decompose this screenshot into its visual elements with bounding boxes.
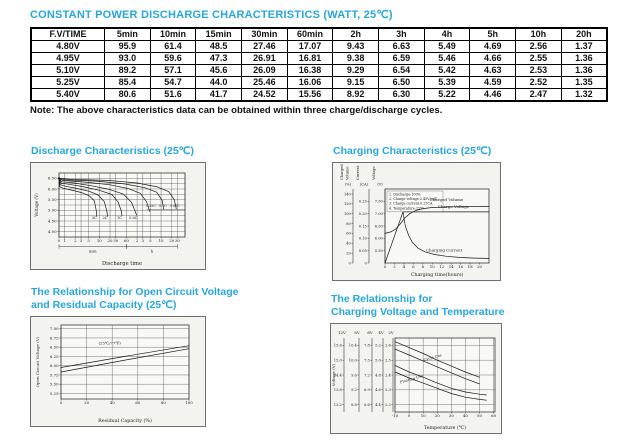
svg-text:10: 10: [96, 238, 102, 244]
svg-text:0: 0: [348, 261, 351, 266]
cell: 6.30: [379, 89, 425, 102]
svg-text:7.00: 7.00: [49, 326, 59, 332]
svg-text:Floating Use: Floating Use: [399, 373, 424, 385]
svg-text:2: 2: [393, 264, 396, 270]
cell: 51.6: [150, 89, 196, 102]
cell: 9.38: [333, 53, 379, 65]
charge-voltage-temp-chart-canvas: [331, 324, 501, 433]
cell: 41.7: [196, 89, 242, 102]
svg-text:7.50: 7.50: [374, 199, 383, 204]
svg-text:7.5: 7.5: [364, 358, 370, 363]
svg-text:10: 10: [429, 264, 435, 270]
power-table: [30, 27, 608, 102]
cell: 16.81: [287, 53, 333, 65]
svg-text:5.75: 5.75: [49, 372, 59, 378]
cell: 9.29: [333, 65, 379, 77]
svg-text:0.10: 0.10: [358, 236, 367, 241]
col-header: 3h: [379, 28, 425, 41]
table-row: [31, 77, 607, 89]
svg-text:14: 14: [448, 264, 454, 270]
svg-text:4.00: 4.00: [47, 229, 57, 235]
svg-text:(CA): (CA): [360, 182, 368, 187]
cell: 24.52: [242, 89, 288, 102]
svg-text:7.8: 7.8: [364, 343, 370, 348]
cell: 6.50: [379, 77, 425, 89]
svg-text:Charged Volume: Charged Volume: [429, 196, 464, 202]
cell: 5.42: [424, 65, 470, 77]
svg-text:0: 0: [407, 413, 411, 419]
svg-text:3. Charge current:0.25CA: 3. Charge current:0.25CA: [389, 201, 433, 206]
svg-text:6.75: 6.75: [49, 335, 59, 341]
svg-text:3C: 3C: [91, 215, 97, 220]
svg-text:10: 10: [420, 413, 426, 419]
svg-text:(25℃/77℉): (25℃/77℉): [98, 340, 121, 346]
svg-text:7.2: 7.2: [364, 373, 370, 378]
cell: 57.1: [150, 65, 196, 77]
svg-text:12: 12: [439, 264, 445, 270]
svg-text:20: 20: [477, 264, 483, 270]
svg-text:20: 20: [169, 238, 175, 244]
svg-text:50: 50: [477, 413, 482, 419]
cell: 5.39: [424, 77, 470, 89]
svg-text:15.6: 15.6: [333, 343, 342, 348]
col-header: 15min: [196, 28, 242, 41]
svg-text:2V: 2V: [388, 330, 394, 335]
power-table-body: [31, 41, 607, 102]
svg-text:60: 60: [491, 413, 497, 419]
table-row: [31, 65, 607, 77]
svg-text:40: 40: [462, 413, 468, 419]
svg-text:0: 0: [57, 238, 61, 244]
charging-chart-canvas: [333, 163, 500, 280]
svg-text:h: h: [150, 248, 154, 254]
svg-text:min: min: [88, 248, 97, 254]
cell: 54.7: [150, 77, 196, 89]
svg-text:2: 2: [74, 238, 77, 244]
svg-text:0.20: 0.20: [358, 211, 367, 216]
table-row: [31, 41, 607, 53]
svg-text:4.4: 4.4: [375, 402, 381, 407]
svg-text:2.3: 2.3: [385, 388, 391, 393]
discharge-chart-title: Discharge Characteristics (25℃): [31, 145, 194, 157]
svg-text:13.2: 13.2: [333, 402, 342, 407]
svg-text:8: 8: [421, 264, 425, 270]
svg-text:4.6: 4.6: [375, 388, 381, 393]
svg-text:6.00: 6.00: [47, 186, 57, 192]
svg-text:40: 40: [346, 241, 351, 246]
cell: 6.59: [379, 53, 425, 65]
cell: 61.4: [150, 41, 196, 53]
col-header: 10min: [150, 28, 196, 41]
svg-text:4.50: 4.50: [47, 218, 57, 224]
charge-voltage-temp-title-line2: Charging Voltage and Temperature: [331, 306, 505, 318]
cell: 4.63: [470, 65, 516, 77]
cell: 9.15: [333, 77, 379, 89]
cell: 80.6: [105, 89, 151, 102]
svg-text:6.6: 6.6: [364, 402, 370, 407]
svg-text:6.00: 6.00: [49, 363, 59, 369]
svg-text:5.50: 5.50: [49, 381, 59, 387]
svg-text:120: 120: [343, 202, 351, 207]
power-table-head: [31, 28, 607, 41]
svg-text:100: 100: [185, 400, 193, 406]
col-header: 60min: [287, 28, 333, 41]
cell: 4.69: [470, 41, 516, 53]
svg-text:20: 20: [434, 413, 440, 419]
svg-text:Cycle Use: Cycle Use: [423, 353, 443, 363]
svg-text:2.5: 2.5: [385, 358, 391, 363]
svg-text:0.25C: 0.25C: [146, 203, 156, 208]
cell: 48.5: [196, 41, 242, 53]
svg-text:5.0: 5.0: [375, 358, 381, 363]
page-title: CONSTANT POWER DISCHARGE CHARACTERISTICS (WATT, 25℃): [30, 9, 393, 21]
svg-text:10.0: 10.0: [348, 358, 357, 363]
cell: 5.49: [424, 41, 470, 53]
svg-text:1: 1: [63, 238, 66, 244]
col-header: 30min: [242, 28, 288, 41]
cell: 1.35: [561, 77, 607, 89]
svg-text:16: 16: [458, 264, 464, 270]
svg-text:0.6C: 0.6C: [129, 215, 138, 220]
cell: 2.53: [516, 65, 562, 77]
svg-text:0.1C: 0.1C: [159, 203, 167, 208]
svg-text:5.50: 5.50: [47, 197, 57, 203]
svg-text:2.4: 2.4: [385, 373, 391, 378]
cell: 5.22: [424, 89, 470, 102]
svg-text:0.15: 0.15: [358, 224, 367, 229]
svg-text:20: 20: [84, 400, 90, 406]
cell: 27.46: [242, 41, 288, 53]
svg-text:60: 60: [346, 231, 351, 236]
svg-text:6.9: 6.9: [364, 388, 370, 393]
cell: 5.46: [424, 53, 470, 65]
svg-text:4. Temperature:25℃: 4. Temperature:25℃: [389, 206, 424, 211]
svg-text:5.50: 5.50: [374, 248, 383, 253]
svg-text:10: 10: [158, 238, 164, 244]
svg-text:5.25: 5.25: [49, 390, 59, 396]
svg-text:2.6: 2.6: [385, 343, 391, 348]
table-note: Note: The above characteristics data can be obtained within three charge/discharge cycles.: [30, 105, 443, 116]
cell: 17.07: [287, 41, 333, 53]
svg-text:8.8: 8.8: [351, 402, 357, 407]
svg-text:2.2: 2.2: [385, 402, 391, 407]
cell: 26.91: [242, 53, 288, 65]
svg-text:Charged: Charged: [340, 164, 344, 180]
svg-text:4: 4: [402, 264, 406, 270]
svg-text:12V: 12V: [338, 330, 346, 335]
svg-text:Voltage (V): Voltage (V): [331, 363, 336, 387]
cell: 2.47: [516, 89, 562, 102]
discharge-chart-panel: [30, 162, 206, 270]
svg-text:80: 80: [346, 221, 351, 226]
svg-text:(%): (%): [344, 182, 352, 187]
svg-text:1C: 1C: [116, 215, 123, 220]
cell: 89.2: [105, 65, 151, 77]
row-header: 4.80V: [31, 41, 105, 53]
cell: 1.32: [561, 89, 607, 102]
svg-text:Temperature (℃): Temperature (℃): [423, 426, 467, 431]
svg-text:6.25: 6.25: [49, 353, 59, 359]
charging-chart-section: [332, 145, 501, 281]
row-header: 5.40V: [31, 89, 105, 102]
svg-text:20: 20: [107, 238, 113, 244]
svg-text:6.50: 6.50: [47, 175, 57, 181]
svg-text:Current: Current: [356, 165, 360, 180]
svg-text:5.00: 5.00: [47, 207, 57, 213]
svg-text:30: 30: [174, 238, 180, 244]
cell: 6.63: [379, 41, 425, 53]
cell: 8.92: [333, 89, 379, 102]
svg-text:13.8: 13.8: [333, 388, 342, 393]
cell: 4.46: [470, 89, 516, 102]
cell: 95.9: [105, 41, 151, 53]
ocv-chart-section: [30, 286, 239, 427]
table-row: [31, 53, 607, 65]
cell: 2.52: [516, 77, 562, 89]
svg-text:7.00: 7.00: [374, 211, 383, 216]
svg-text:Charging time(hours): Charging time(hours): [410, 273, 464, 278]
cell: 44.0: [196, 77, 242, 89]
charge-voltage-temp-chart-section: [330, 293, 504, 434]
cell: 25.46: [242, 77, 288, 89]
svg-text:0: 0: [383, 264, 387, 270]
ocv-chart-title: [31, 286, 239, 312]
svg-text:6: 6: [412, 264, 415, 270]
cell: 47.3: [196, 53, 242, 65]
charge-voltage-temp-chart-title: [331, 293, 504, 319]
svg-text:8V: 8V: [354, 330, 360, 335]
svg-text:2. Charge voltage:2.45V/cell: 2. Charge voltage:2.45V/cell: [389, 197, 437, 202]
svg-text:5.2: 5.2: [375, 343, 381, 348]
svg-text:3: 3: [141, 238, 145, 244]
svg-text:18: 18: [467, 264, 473, 270]
svg-text:1. Discharge:100%: 1. Discharge:100%: [389, 192, 421, 197]
ocv-chart-panel: [30, 316, 206, 427]
svg-text:4V: 4V: [378, 330, 384, 335]
cell: 4.66: [470, 53, 516, 65]
svg-text:0.05C: 0.05C: [169, 203, 180, 208]
svg-text:-10: -10: [391, 413, 399, 419]
svg-text:20: 20: [346, 251, 351, 256]
svg-text:Discharge time: Discharge time: [101, 261, 143, 267]
svg-text:6.50: 6.50: [49, 344, 59, 350]
cell: 1.37: [561, 41, 607, 53]
svg-text:80: 80: [160, 400, 166, 406]
power-table-section: [30, 8, 614, 116]
table-header-row: [31, 28, 607, 41]
table-row: [31, 89, 607, 102]
discharge-chart-section: [30, 145, 206, 270]
col-header: 4h: [424, 28, 470, 41]
svg-text:100: 100: [343, 211, 351, 216]
svg-text:2C: 2C: [102, 215, 108, 220]
svg-text:10.4: 10.4: [348, 343, 357, 348]
cell: 59.6: [150, 53, 196, 65]
discharge-chart-canvas: [31, 163, 205, 269]
charge-voltage-temp-title-line1: The Relationship for: [331, 293, 433, 305]
col-header: 20h: [561, 28, 607, 41]
cell: 93.0: [105, 53, 151, 65]
svg-text:30: 30: [448, 413, 454, 419]
cell: 16.06: [287, 77, 333, 89]
svg-text:5: 5: [87, 238, 90, 244]
cell: 26.09: [242, 65, 288, 77]
col-header: 10h: [516, 28, 562, 41]
svg-text:Charging Current: Charging Current: [425, 247, 463, 253]
ocv-chart-canvas: [31, 317, 205, 426]
svg-text:9.6: 9.6: [351, 373, 357, 378]
cell: 45.6: [196, 65, 242, 77]
svg-text:6.50: 6.50: [374, 224, 383, 229]
svg-text:4.8: 4.8: [375, 373, 381, 378]
svg-text:0.05: 0.05: [358, 248, 367, 253]
cell: 15.56: [287, 89, 333, 102]
svg-text:Charge Voltage: Charge Voltage: [437, 203, 470, 209]
svg-text:30: 30: [113, 238, 119, 244]
cell: 9.43: [333, 41, 379, 53]
svg-text:Volume: Volume: [345, 166, 350, 180]
charge-voltage-temp-chart-panel: [330, 323, 502, 434]
col-header: 5h: [470, 28, 516, 41]
svg-text:40: 40: [109, 400, 115, 406]
svg-text:6.00: 6.00: [374, 236, 383, 241]
svg-text:2: 2: [135, 238, 139, 244]
col-header: 2h: [333, 28, 379, 41]
svg-text:3: 3: [79, 238, 83, 244]
svg-text:(V): (V): [377, 182, 383, 187]
cell: 85.4: [105, 77, 151, 89]
cell: 1.36: [561, 65, 607, 77]
cell: 6.54: [379, 65, 425, 77]
svg-text:15.0: 15.0: [333, 358, 342, 363]
charging-chart-title: Charging Characteristics (25℃): [333, 145, 492, 157]
svg-text:Voltage: Voltage: [372, 166, 376, 180]
svg-text:0: 0: [364, 261, 367, 266]
svg-text:0: 0: [59, 400, 63, 406]
svg-text:60: 60: [135, 400, 141, 406]
svg-text:Open Circuit Voltage (V): Open Circuit Voltage (V): [35, 336, 40, 388]
svg-text:6V: 6V: [367, 330, 373, 335]
ocv-chart-title-line2: and Residual Capacity (25℃): [31, 299, 177, 311]
svg-text:60: 60: [123, 238, 129, 244]
svg-text:9.2: 9.2: [351, 388, 357, 393]
svg-text:14.4: 14.4: [333, 373, 342, 378]
svg-text:140: 140: [343, 192, 351, 197]
ocv-chart-title-line1: The Relationship for Open Circuit Voltage: [31, 286, 239, 298]
cell: 4.59: [470, 77, 516, 89]
svg-text:Voltage (V): Voltage (V): [34, 193, 39, 217]
col-header: 5min: [105, 28, 151, 41]
row-header: 4.95V: [31, 53, 105, 65]
col-header: F.V/TIME: [31, 28, 105, 41]
svg-text:0.25: 0.25: [358, 199, 367, 204]
svg-text:5: 5: [149, 238, 152, 244]
row-header: 5.25V: [31, 77, 105, 89]
svg-text:Residual Capacity (%): Residual Capacity (%): [98, 419, 152, 424]
cell: 1.36: [561, 53, 607, 65]
row-header: 5.10V: [31, 65, 105, 77]
cell: 2.56: [516, 41, 562, 53]
cell: 2.55: [516, 53, 562, 65]
cell: 16.38: [287, 65, 333, 77]
charging-chart-panel: [332, 162, 501, 281]
